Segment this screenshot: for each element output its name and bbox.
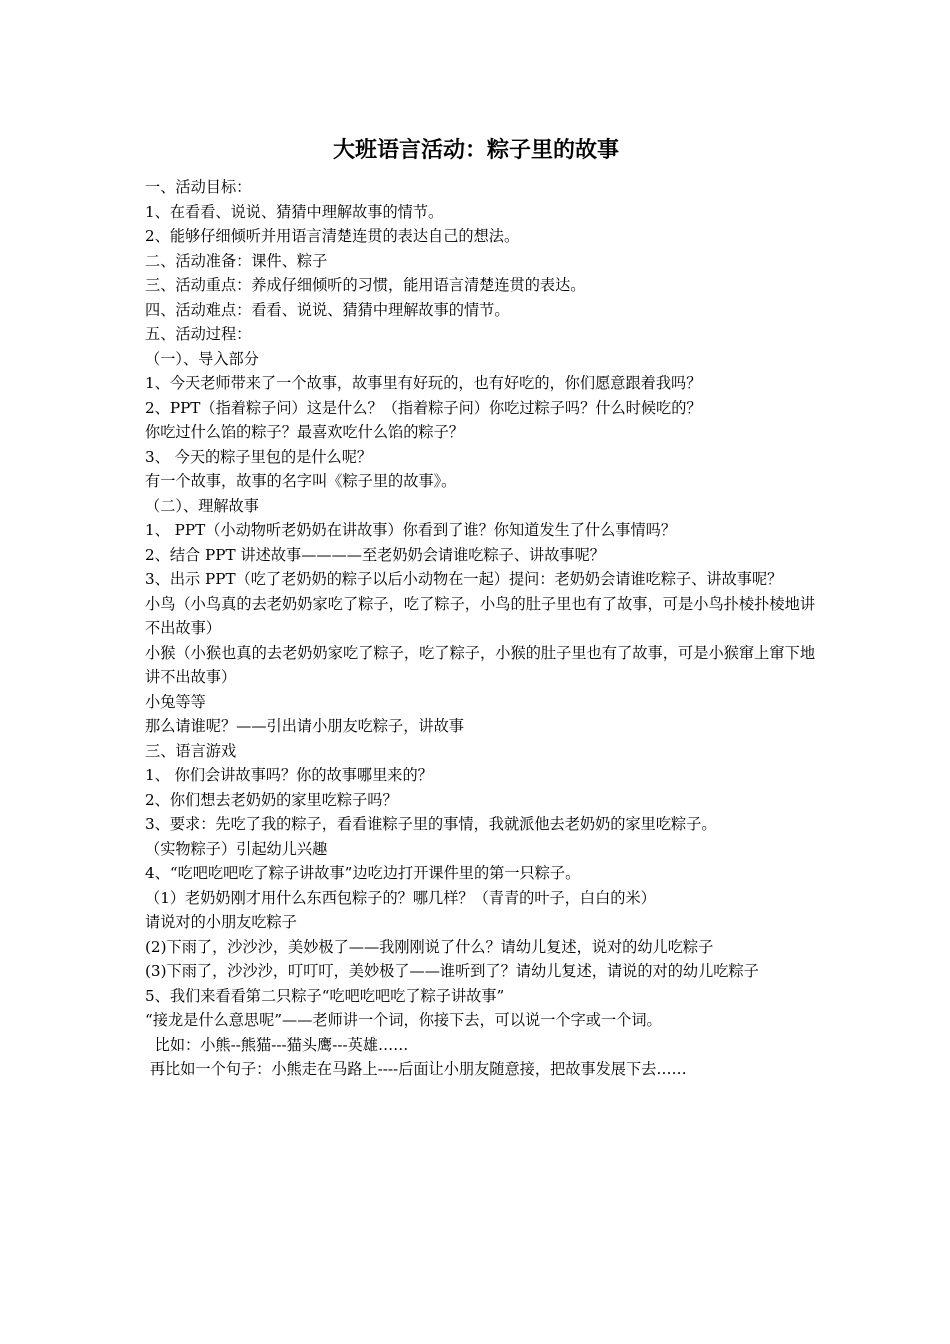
text-line: （1）老奶奶刚才用什么东西包粽子的？哪几样？（青青的叶子，白白的米） (145, 888, 656, 907)
text-line: 2、PPT（指着粽子问）这是什么？（指着粽子问）你吃过粽子吗？什么时候吃的？ (145, 398, 702, 417)
text-line: 小兔等等 (145, 692, 206, 711)
document-title: 大班语言活动：粽子里的故事 (332, 137, 619, 163)
text-paragraph: (3)下雨了，沙沙沙，叮叮叮，美妙极了——谁听到了？请幼儿复述，请说的对的幼儿吃粽子 (145, 962, 759, 980)
section-heading-goals: 一、活动目标： (145, 178, 252, 196)
text-paragraph: (2)下雨了，沙沙沙，美妙极了——我刚刚说了什么？请幼儿复述，说对的幼儿吃粽子 (145, 937, 714, 956)
section-heading-game: 三、语言游戏 (145, 741, 237, 760)
subsection-heading-story: （二）、理解故事 (145, 496, 259, 515)
section-heading-process: 五、活动过程： (145, 325, 252, 343)
section-heading-preparation: 二、活动准备：课件、粽子 (145, 251, 328, 270)
subsection-heading-intro: （一）、导入部分 (145, 349, 259, 368)
section-heading-focus: 三、活动重点：养成仔细倾听的习惯，能用语言清楚连贯的表达。 (145, 276, 586, 294)
text-line: 那么请谁呢？——引出请小朋友吃粽子，讲故事 (145, 717, 464, 735)
section-heading-difficulty: 四、活动难点：看看、说说、猜猜中理解故事的情节。 (145, 300, 510, 319)
text-line: 5、我们来看看第二只粽子“吃吧吃吧吃了粽子讲故事” (145, 986, 505, 1005)
text-line: 1、在看看、说说、猜猜中理解故事的情节。 (145, 202, 444, 221)
text-line: 2、能够仔细倾听并用语言清楚连贯的表达自己的想法。 (145, 227, 520, 245)
text-line: 请说对的小朋友吃粽子 (145, 913, 297, 931)
text-line: 1、 你们会讲故事吗？你的故事哪里来的？ (145, 766, 433, 784)
text-line: 2、结合 PPT 讲述故事————至老奶奶会请谁吃粽子、讲故事呢？ (145, 545, 605, 564)
text-line: “接龙是什么意思呢”——老师讲一个词，你接下去，可以说一个字或一个词。 (145, 1011, 662, 1029)
text-line: 有一个故事，故事的名字叫《粽子里的故事》。 (145, 472, 457, 490)
text-line: 4、“吃吧吃吧吃了粽子讲故事”边吃边打开课件里的第一只粽子。 (145, 864, 581, 882)
text-paragraph: 小鸟（小鸟真的去老奶奶家吃了粽子，吃了粽子，小鸟的肚子里也有了故事，可是小鸟扑棱扑棱地讲不出故事） (145, 594, 815, 637)
text-paragraph: 再比如一个句子：小熊走在马路上----后面让小朋友随意接，把故事发展下去…… (145, 1060, 687, 1078)
text-paragraph: 小猴（小猴也真的去老奶奶家吃了粽子，吃了粽子，小猴的肚子里也有了故事，可是小猴窜上窜下地讲不出故事） (145, 643, 815, 686)
text-line: 1、 PPT（小动物听老奶奶在讲故事）你看到了谁？你知道发生了什么事情吗？ (145, 521, 677, 539)
text-paragraph: 3、出示 PPT（吃了老奶奶的粽子以后小动物在一起）提问：老奶奶会请谁吃粽子、讲故事呢？ (145, 570, 783, 588)
text-line: 3、 今天的粽子里包的是什么呢？ (145, 447, 373, 466)
text-line: 比如：小熊--熊猫---猫头鹰---英雄…… (145, 1035, 409, 1054)
text-paragraph: 3、要求：先吃了我的粽子，看看谁粽子里的事情，我就派他去老奶奶的家里吃粽子。 (145, 815, 717, 833)
document-body (145, 175, 815, 1082)
text-line: 1、今天老师带来了一个故事，故事里有好玩的，也有好吃的，你们愿意跟着我吗？ (145, 374, 702, 392)
text-line: （实物粽子）引起幼儿兴趣 (145, 839, 328, 858)
text-line: 2、你们想去老奶奶的家里吃粽子吗？ (145, 790, 398, 809)
text-line: 你吃过什么馅的粽子？最喜欢吃什么馅的粽子？ (145, 423, 464, 441)
